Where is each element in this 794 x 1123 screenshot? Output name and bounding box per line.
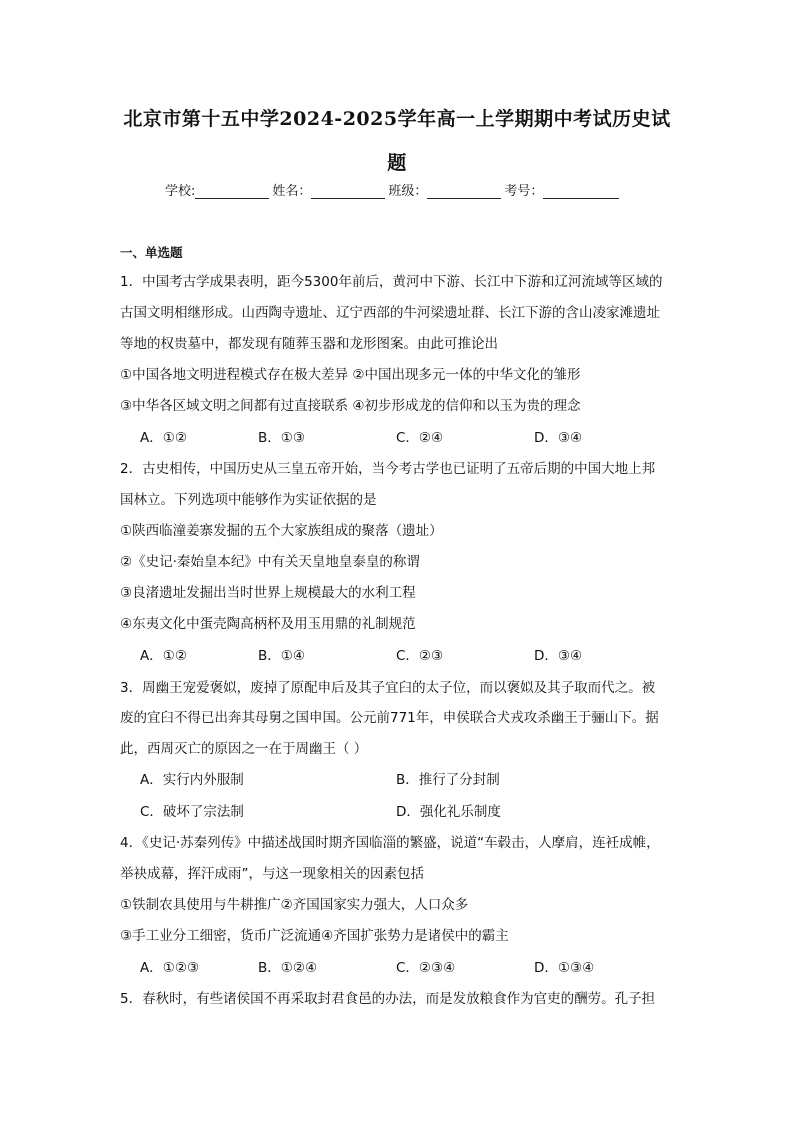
q2-option-c[interactable]: C．②③ [396, 648, 444, 664]
number-label: 考号： [504, 184, 544, 199]
q2-stem-line: 2．古史相传，中国历史从三皇五帝开始，当今考古学也已证明了五帝后期的中国大地上邦 [120, 461, 656, 477]
q1-option-c[interactable]: C．②④ [396, 430, 444, 446]
name-label: 姓名： [272, 184, 312, 199]
q3-option-b[interactable]: B．推行了分封制 [396, 772, 500, 788]
q1-stem-line: 古国文明相继形成。山西陶寺遗址、辽宁西部的牛河梁遗址群、长江下游的含山凌家滩遗址 [120, 305, 660, 321]
q1-option-d[interactable]: D．③④ [534, 430, 583, 446]
section-heading: 一、单选题 [120, 245, 183, 260]
q3-option-d[interactable]: D．强化礼乐制度 [396, 804, 501, 820]
q4-option-a[interactable]: A．①②③ [140, 960, 200, 976]
q2-item-line: ④东夷文化中蛋壳陶高柄杯及用玉用鼎的礼制规范 [120, 616, 416, 632]
q1-item-line: ①中国各地文明进程模式存在极大差异 ②中国出现多元一体的中华文化的雏形 [120, 367, 581, 383]
q3-option-a[interactable]: A．实行内外服制 [140, 772, 244, 788]
q2-option-d[interactable]: D．③④ [534, 648, 583, 664]
q3-stem-line: 3．周幽王宠爱褒姒，废掉了原配申后及其子宜臼的太子位，而以褒姒及其子取而代之。被 [120, 680, 656, 696]
q2-option-a[interactable]: A．①② [140, 648, 187, 664]
name-blank[interactable] [311, 184, 385, 199]
q1-item-line: ③中华各区域文明之间都有过直接联系 ④初步形成龙的信仰和以玉为贵的理念 [120, 398, 581, 414]
q3-option-c[interactable]: C．破坏了宗法制 [140, 804, 244, 820]
q5-stem-line: 5．春秋时，有些诸侯国不再采取封君食邑的办法，而是发放粮食作为官吏的酬劳。孔子担 [120, 991, 656, 1007]
class-blank[interactable] [427, 184, 501, 199]
q1-stem-line: 等地的权贵墓中，都发现有随葬玉器和龙形图案。由此可推论出 [120, 336, 498, 352]
school-label: 学校: [165, 184, 196, 199]
exam-title-line2: 题 [387, 152, 407, 174]
q4-item-line: ①铁制农具使用与牛耕推广②齐国国家实力强大，人口众多 [120, 897, 469, 913]
q2-item-line: ①陕西临潼姜寨发掘的五个大家族组成的聚落（遗址） [120, 523, 443, 539]
class-label: 班级： [388, 184, 428, 199]
q1-option-b[interactable]: B．①③ [258, 430, 305, 446]
q3-stem-line: 此，西周灭亡的原因之一在于周幽王（ ） [120, 741, 368, 757]
q4-option-c[interactable]: C．②③④ [396, 960, 456, 976]
q1-stem-line: 1．中国考古学成果表明，距今5300年前后，黄河中下游、长江中下游和辽河流域等区域的 [120, 274, 663, 290]
q4-option-d[interactable]: D．①③④ [534, 960, 595, 976]
q1-option-a[interactable]: A．①② [140, 430, 187, 446]
q2-item-line: ③良渚遗址发掘出当时世界上规模最大的水利工程 [120, 585, 416, 601]
student-info-row [165, 180, 622, 199]
q4-stem-line: 4．《史记·苏秦列传》中描述战国时期齐国临淄的繁盛，说道“车毂击，人摩肩，连衽成帷， [120, 835, 660, 851]
q2-item-line: ②《史记·秦始皇本纪》中有关天皇地皇泰皇的称谓 [120, 554, 420, 570]
q3-stem-line: 废的宜臼不得已出奔其母舅之国申国。公元前771年，申侯联合犬戎攻杀幽王于骊山下。据 [120, 710, 659, 726]
number-blank[interactable] [543, 184, 619, 199]
q4-item-line: ③手工业分工细密，货币广泛流通④齐国扩张势力是诸侯中的霸主 [120, 928, 509, 944]
q2-option-b[interactable]: B．①④ [258, 648, 305, 664]
school-blank[interactable] [195, 184, 269, 199]
exam-title-line1: 北京市第十五中学2024-2025学年高一上学期期中考试历史试 [123, 108, 671, 130]
q4-stem-line: 举袂成幕，挥汗成雨”，与这一现象相关的因素包括 [120, 866, 424, 882]
q2-stem-line: 国林立。下列选项中能够作为实证依据的是 [120, 492, 377, 508]
q4-option-b[interactable]: B．①②④ [258, 960, 318, 976]
